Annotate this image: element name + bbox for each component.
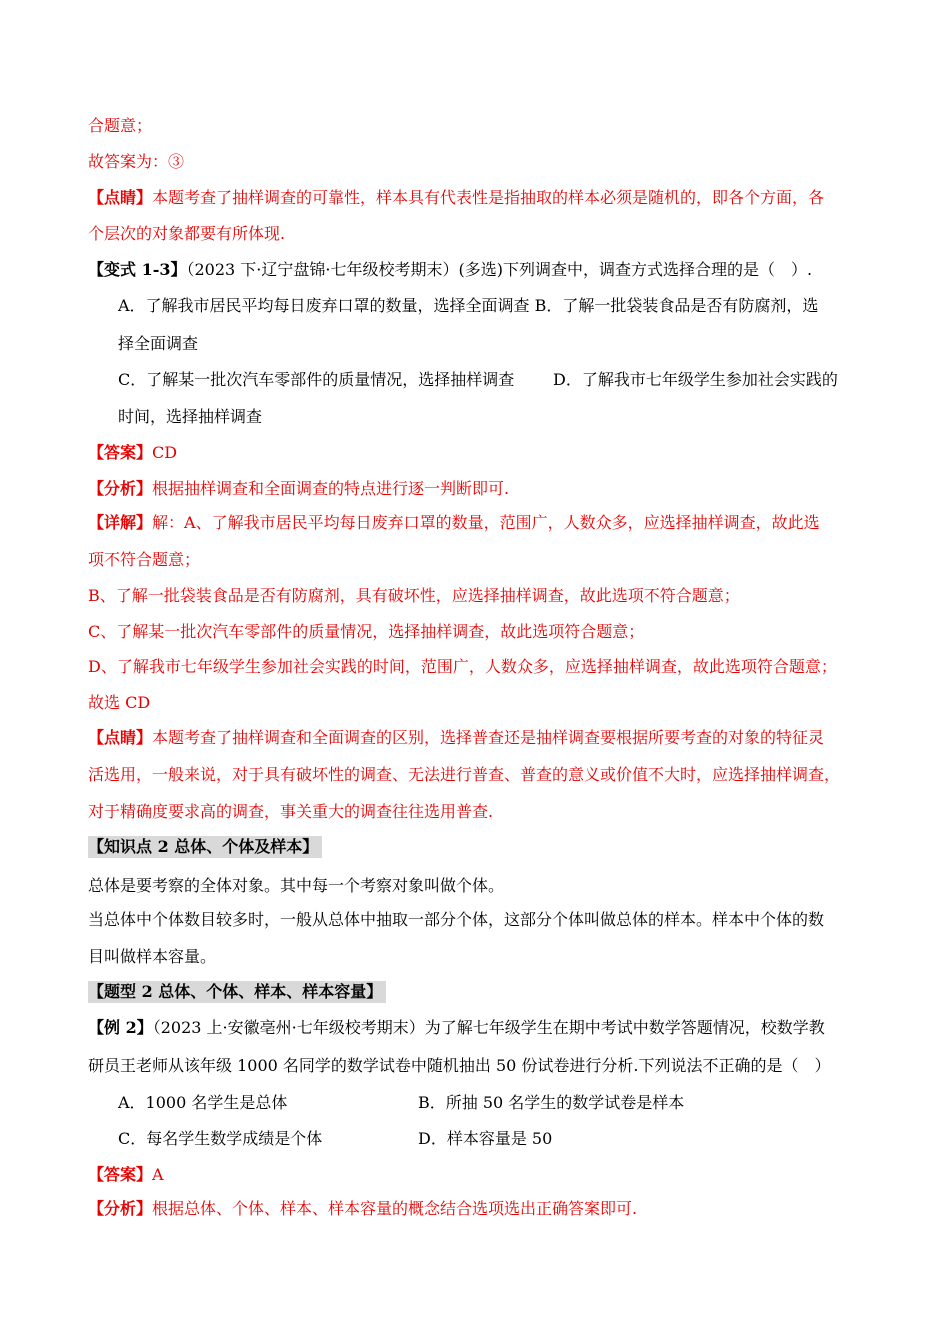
remark-tag: 【点睛】: [88, 188, 153, 207]
text-line: 个层次的对象都要有所体现.: [88, 224, 286, 243]
text-line: 合题意；: [88, 116, 153, 135]
variant-question: [88, 259, 868, 281]
detail-tag: 【详解】: [88, 513, 153, 532]
text-span: （2023 上·安徽亳州·七年级校考期末）为了解七年级学生在期中考试中数学答题情况，校数学教: [152, 1018, 825, 1037]
variant-tag: 【变式 1-3】: [88, 260, 187, 279]
answer-value: A: [152, 1165, 164, 1184]
knowledge-point-heading: 【知识点 2 总体、个体及样本】: [88, 836, 322, 858]
analysis-tag: 【分析】: [88, 479, 153, 498]
answer-value: CD: [152, 443, 178, 462]
text-line: 活选用，一般来说，对于具有破坏性的调查、无法进行普查、普查的意义或价值不大时，应选择抽样调查，: [88, 765, 841, 784]
text-line: 项不符合题意；: [88, 550, 201, 569]
option-line: 时间，选择抽样调查: [118, 407, 263, 426]
text-span: 本题考查了抽样调查和全面调查的区别，选择普查还是抽样调查要根据所要考查的对象的特征灵: [152, 728, 825, 747]
section-heading: [88, 836, 868, 858]
option-b: B．所抽 50 名学生的数学试卷是样本: [418, 1093, 685, 1112]
text-line: 故选 CD: [88, 693, 151, 712]
text-line: 目叫做样本容量。: [88, 947, 217, 966]
text-line: 故答案为：③: [88, 152, 185, 171]
text-line: D、了解我市七年级学生参加社会实践的时间，范围广，人数众多，应选择抽样调查，故此选项符合题意；: [88, 657, 837, 676]
answer-tag: 【答案】: [88, 443, 153, 462]
text-line: 对于精确度要求高的调查，事关重大的调查往往选用普查.: [88, 802, 494, 821]
text-span: 根据抽样调查和全面调查的特点进行逐一判断即可.: [152, 479, 510, 498]
text-line: C、了解某一批次汽车零部件的质量情况，选择抽样调查，故此选项符合题意；: [88, 622, 645, 641]
text-span: 本题考查了抽样调查的可靠性，样本具有代表性是指抽取的样本必须是随机的，即各个方面，各: [152, 188, 825, 207]
example-question: [88, 1017, 868, 1039]
text-span: 根据总体、个体、样本、样本容量的概念结合选项选出正确答案即可.: [152, 1199, 638, 1218]
section-heading: [88, 981, 868, 1003]
text-line: 当总体中个体数目较多时，一般从总体中抽取一部分个体，这部分个体叫做总体的样本。样本中个体的数: [88, 910, 825, 929]
option-line: A．了解我市居民平均每日废弃口罩的数量，选择全面调查 B．了解一批袋装食品是否有防腐剂，选: [118, 296, 819, 315]
detail-paragraph: [88, 512, 868, 534]
remark-paragraph: [88, 187, 868, 209]
question-type-heading: 【题型 2 总体、个体、样本、样本容量】: [88, 981, 386, 1003]
text-span: （2023 下·辽宁盘锦·七年级校考期末）(多选)下列调查中，调查方式选择合理的是（ ）.: [186, 260, 813, 279]
text-line: 总体是要考察的全体对象。其中每一个考察对象叫做个体。: [88, 876, 505, 895]
remark-paragraph: [88, 727, 868, 749]
option-line: 择全面调查: [118, 334, 199, 353]
option-row: [118, 1128, 898, 1150]
answer-line: [88, 442, 868, 464]
analysis-line: [88, 478, 868, 500]
option-row: [118, 1092, 898, 1114]
option-c: C．了解某一批次汽车零部件的质量情况，选择抽样调查: [118, 370, 515, 389]
answer-tag: 【答案】: [88, 1165, 153, 1184]
remark-tag: 【点睛】: [88, 728, 153, 747]
analysis-tag: 【分析】: [88, 1199, 153, 1218]
option-line: [118, 369, 898, 391]
answer-line: [88, 1164, 868, 1186]
analysis-line: [88, 1198, 868, 1220]
example-tag: 【例 2】: [88, 1018, 153, 1037]
option-d: D．样本容量是 50: [418, 1129, 553, 1148]
text-span: 解：A、了解我市居民平均每日废弃口罩的数量，范围广，人数众多，应选择抽样调查，故此选: [152, 513, 820, 532]
option-c: C．每名学生数学成绩是个体: [118, 1129, 323, 1148]
text-line: 研员王老师从该年级 1000 名同学的数学试卷中随机抽出 50 份试卷进行分析.下列说法不正确的是（ ）: [88, 1056, 831, 1075]
text-line: B、了解一批袋装食品是否有防腐剂，具有破坏性，应选择抽样调查，故此选项不符合题意；: [88, 586, 740, 605]
option-d: D．了解我市七年级学生参加社会实践的: [553, 370, 838, 389]
option-a: A．1000 名学生是总体: [118, 1093, 288, 1112]
